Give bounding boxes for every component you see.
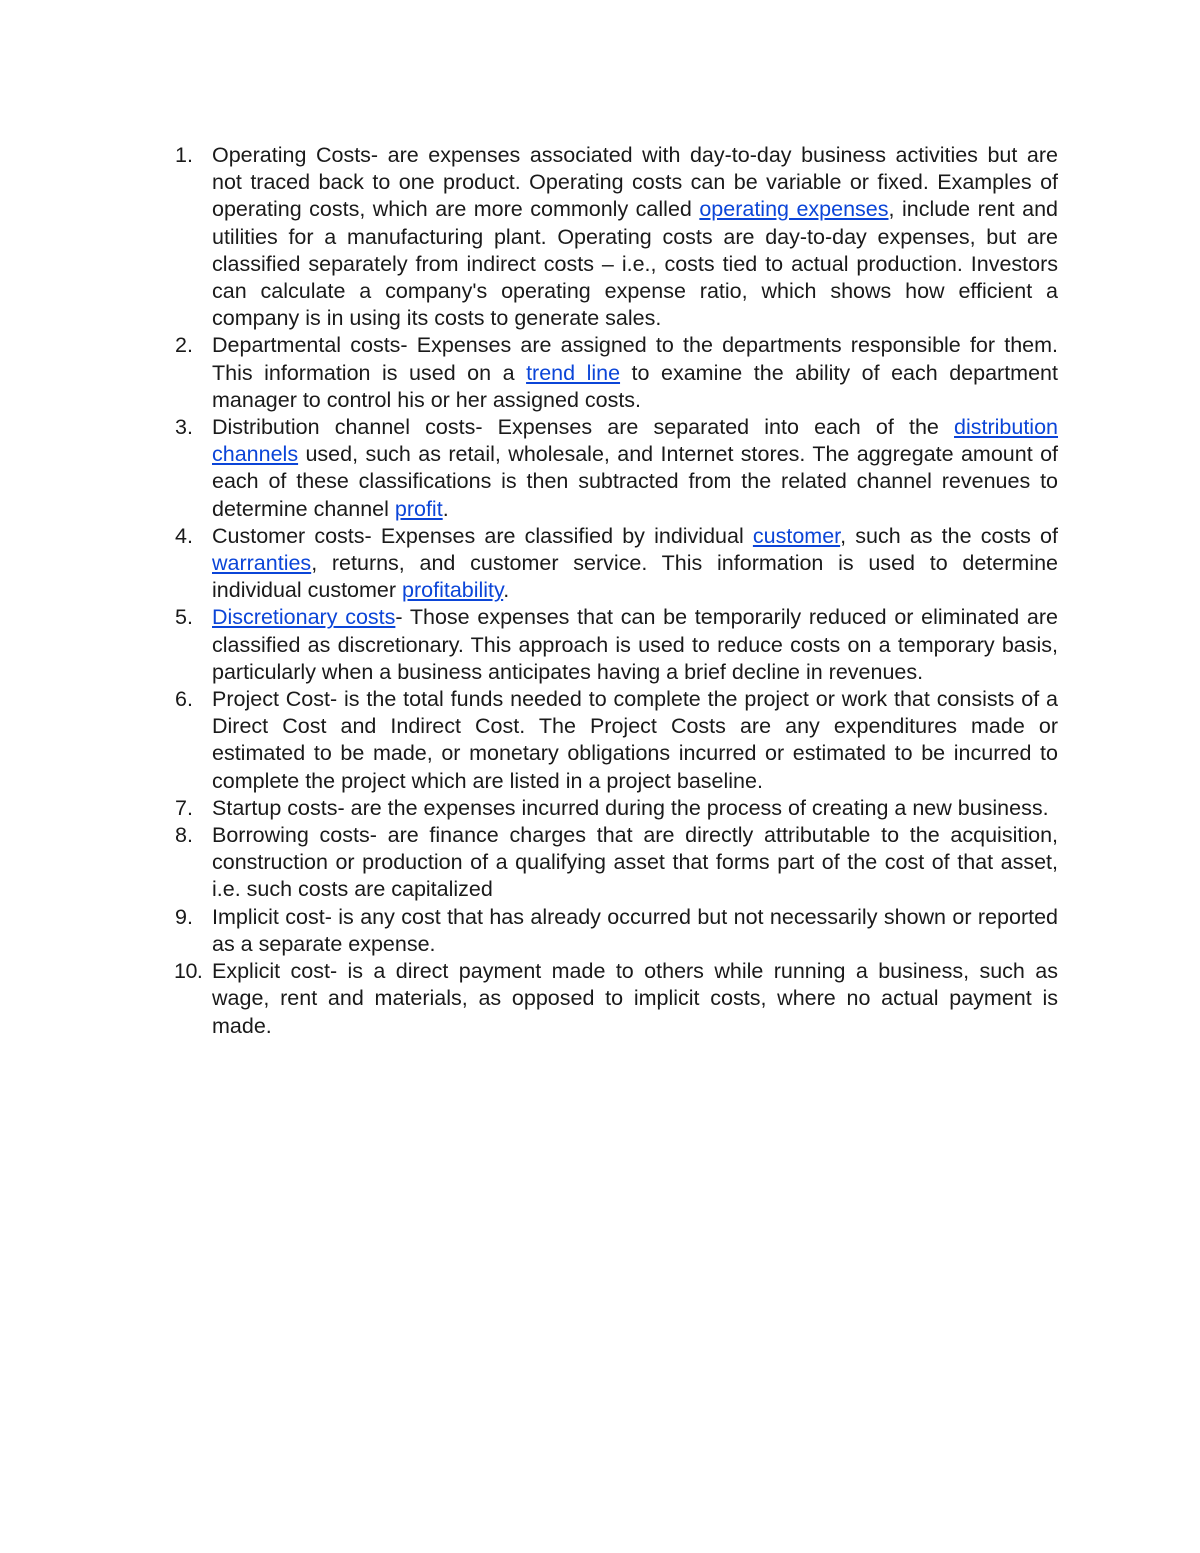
list-item-number: 1. — [175, 143, 193, 167]
list-item-text: to examine the ability of each department manager to control his or her assigned costs. — [212, 360, 1058, 412]
list-item-text: - Those expenses that can be temporarily reduced or eliminated are classified as discretionary. This approach is used to reduce costs on a temporary basis, particularly when a business anticipates having a brief decline in revenues. — [212, 605, 1058, 684]
list-item-text: Customer costs- Expenses are classified by individual — [212, 523, 753, 548]
list-item-text: Operating Costs- are expenses associated with day-to-day business activities but are not traced back to one product. Operating costs can be variable or fixed. Examples of operating costs, which are more commonly called — [212, 143, 1058, 222]
list-item — [175, 904, 1058, 958]
list-item-text: . — [442, 496, 449, 521]
list-item — [175, 523, 1058, 605]
list-item — [175, 822, 1058, 904]
list-item — [175, 604, 1058, 686]
list-item — [175, 142, 1058, 332]
list-item-text: Explicit cost- is a direct payment made to others while running a business, such as wage, rent and materials, as opposed to implicit costs, where no actual payment is made. — [212, 959, 1058, 1038]
list-item-number: 5. — [175, 605, 193, 630]
list-item-text: Departmental costs- Expenses are assigned to the departments responsible for them. This information is used on a — [212, 333, 1058, 385]
list-item — [174, 958, 1058, 1040]
list-item-number: 9. — [175, 904, 193, 929]
list-item-text: used, such as retail, wholesale, and Internet stores. The aggregate amount of each of these classifications is then subtracted from the related channel revenues to determine channel — [212, 442, 1058, 521]
list-item-number: 8. — [175, 823, 193, 848]
list-item-text: Distribution channel costs- Expenses are separated into each of the — [212, 415, 955, 440]
list-item — [175, 795, 1058, 822]
hyperlink[interactable]: Discretionary costs — [212, 605, 396, 630]
list-item-text: , returns, and customer service. This information is used to determine individual customer — [212, 551, 1058, 603]
list-item-number: 7. — [175, 795, 193, 820]
list-item-text: Project Cost- is the total funds needed to complete the project or work that consists of a Direct Cost and Indirect Cost. The Project Costs are any expenditures made or estimated to be made, or monetary obligations incurred or estimated to be incurred to complete the project which are listed in a project baseline. — [212, 687, 1058, 793]
hyperlink[interactable]: trend line — [526, 360, 621, 385]
hyperlink[interactable]: operating expenses — [699, 197, 889, 222]
cost-types-list — [174, 142, 1058, 1040]
list-item-text: . — [503, 578, 510, 603]
list-item-text: Startup costs- are the expenses incurred during the process of creating a new business. — [212, 795, 1049, 820]
list-item-number: 3. — [175, 415, 193, 440]
hyperlink[interactable]: warranties — [212, 551, 312, 576]
list-item-number: 6. — [175, 687, 193, 712]
list-item — [175, 686, 1058, 795]
list-item-text: , such as the costs of — [840, 523, 1058, 548]
hyperlink[interactable]: profitability — [402, 578, 504, 603]
list-item-number: 10. — [174, 959, 203, 984]
hyperlink[interactable]: profit — [394, 496, 443, 521]
list-item-number: 2. — [175, 333, 193, 358]
list-item-text: Implicit cost- is any cost that has already occurred but not necessarily shown or reported as a separate expense. — [212, 904, 1058, 956]
list-item-number: 4. — [175, 523, 193, 548]
hyperlink[interactable]: customer — [752, 523, 841, 548]
hyperlink[interactable]: distribution channels — [212, 415, 1058, 467]
list-item — [175, 414, 1058, 523]
list-item-text: Borrowing costs- are finance charges that are directly attributable to the acquisition, construction or production of a qualifying asset that forms part of the cost of that asset, i.e. such costs are capitalized — [212, 823, 1058, 902]
list-item — [175, 332, 1058, 414]
list-item-text: , include rent and utilities for a manufacturing plant. Operating costs are day-to-day expenses, but are classified separately from indirect costs – i.e., costs tied to actual production. Investors can calculate a company's operating expense ratio, which shows how efficient a company is in using its costs to generate sales. — [212, 197, 1058, 331]
